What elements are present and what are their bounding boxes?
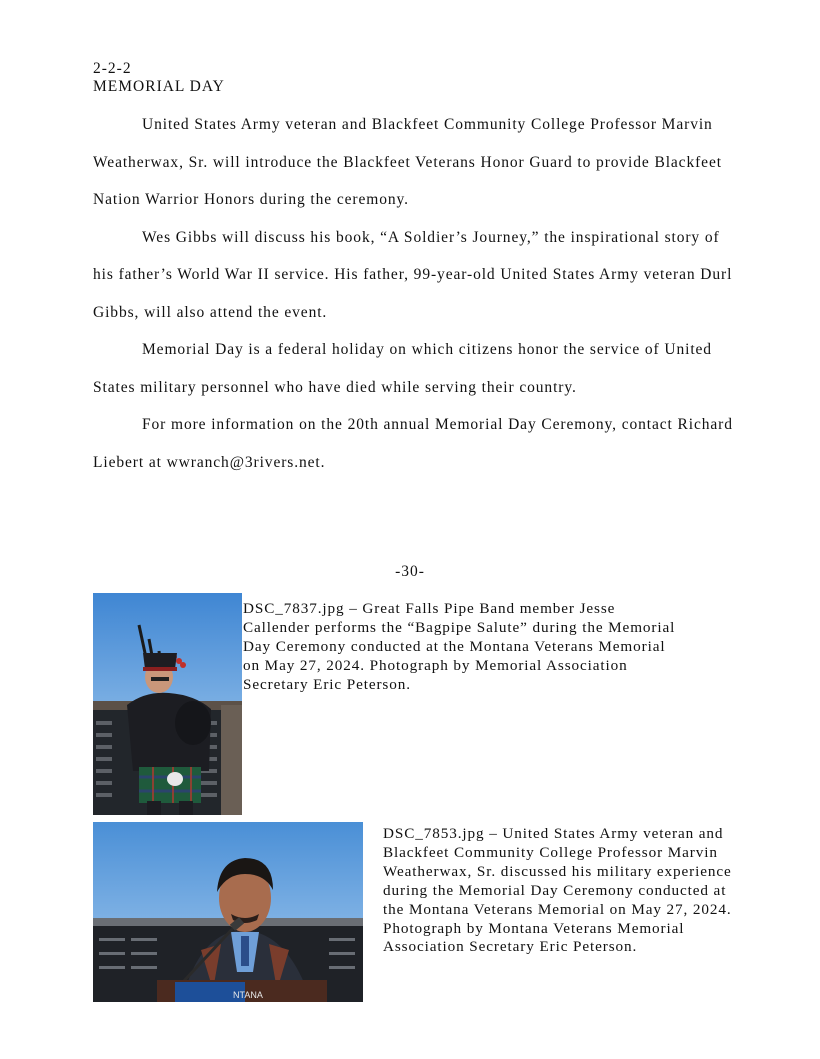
paragraph-memorial-day: Memorial Day is a federal holiday on which citizens honor the service of United States military personnel who have died while serving their country. bbox=[93, 341, 712, 396]
page-number: 2-2-2 bbox=[93, 60, 132, 77]
photo-caption-speaker: DSC_7853.jpg – United States Army veteran and Blackfeet Community College Professor Marvin Weatherwax, Sr. discussed his military experience during the Memorial Day Ceremony conducted at the Montana Veterans Memorial on May 27, 2024. Photograph by Montana Veterans Memorial Association Secretary Eric Peterson. bbox=[383, 825, 732, 956]
end-mark: -30- bbox=[395, 563, 425, 580]
bagpiper-photo bbox=[93, 593, 242, 815]
section-title: MEMORIAL DAY bbox=[93, 78, 225, 95]
speaker-photo bbox=[93, 822, 363, 1002]
podium-sign-text: NTANA bbox=[233, 990, 263, 1000]
press-release-body bbox=[93, 106, 733, 481]
paragraph-honor-guard: United States Army veteran and Blackfeet Community College Professor Marvin Weatherwax, Sr. will introduce the Blackfeet Veterans Honor Guard to provide Blackfeet Nation Warrior Honors during the ceremony. bbox=[93, 116, 722, 208]
photo-caption-bagpipe: DSC_7837.jpg – Great Falls Pipe Band member Jesse Callender performs the “Bagpipe Salute” during the Memorial Day Ceremony conducted at the Montana Veterans Memorial on May 27, 2024. Photograph by Memorial Association Secretary Eric Peterson. bbox=[243, 600, 676, 693]
paragraph-contact: For more information on the 20th annual Memorial Day Ceremony, contact Richard Liebert at wwranch@3rivers.net. bbox=[93, 416, 733, 471]
paragraph-book: Wes Gibbs will discuss his book, “A Soldier’s Journey,” the inspirational story of his father’s World War II service. His father, 99-year-old United States Army veteran Durl Gibbs, will also attend the event. bbox=[93, 228, 733, 321]
